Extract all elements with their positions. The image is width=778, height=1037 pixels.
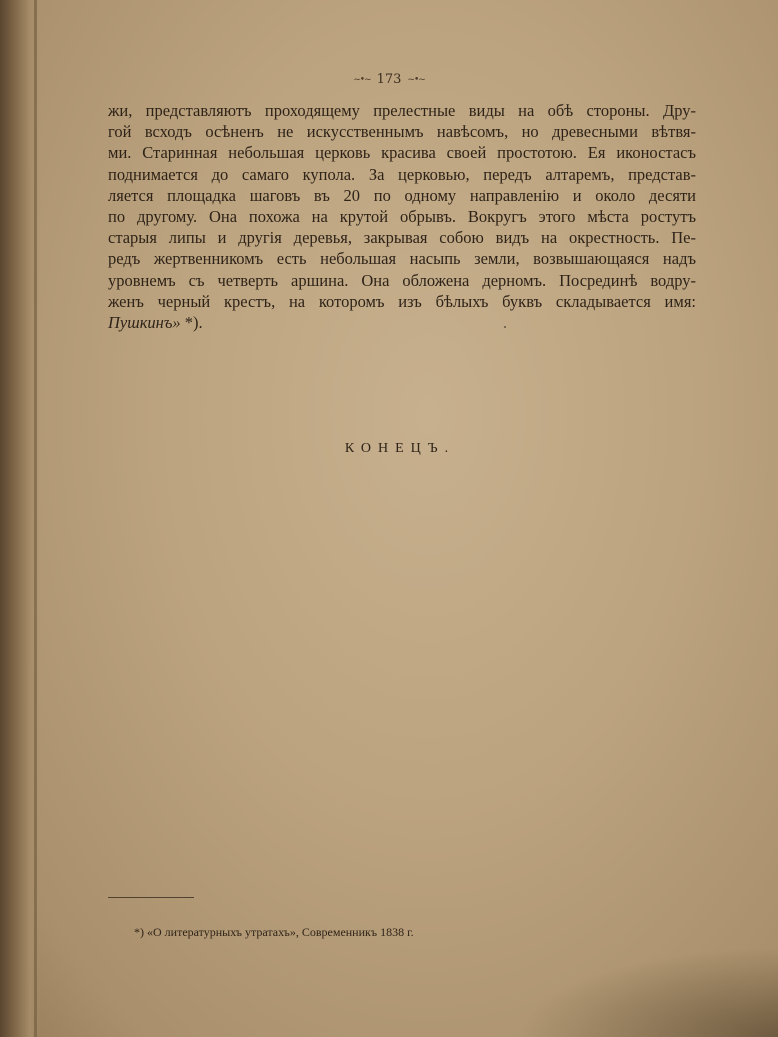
ink-speck	[504, 326, 506, 328]
text-line: жи, представляютъ проходящему прелестные виды на обѣ стороны. Дру-	[108, 101, 696, 120]
text-line: гой всходъ осѣненъ не искусственнымъ навѣсомъ, но древесными вѣтвя-	[108, 122, 696, 142]
page-number: 173	[376, 72, 402, 87]
text-line: женъ черный крестъ, на которомъ изъ бѣлыхъ буквъ складывается имя:	[108, 291, 696, 311]
text-line: ляется площадка шаговъ въ 20 по одному направленію и около десяти	[108, 185, 696, 205]
footnote-rule	[108, 897, 194, 898]
corner-shadow	[518, 947, 778, 1037]
body-paragraph	[108, 100, 696, 333]
end-word: КОНЕЦЪ.	[344, 441, 456, 456]
text-line: уровнемъ съ четверть аршина. Она обложена дерномъ. Посрединѣ водру-	[108, 270, 696, 290]
text-line-last	[108, 312, 696, 333]
header-ornament-right: ~•~	[407, 74, 425, 85]
footnote-marker: *).	[180, 312, 203, 332]
italic-name: Пушкинъ»	[108, 312, 181, 332]
text-line: старыя липы и другія деревья, закрывая собою видъ на окрестность. Пе-	[108, 228, 696, 248]
page-header	[0, 72, 778, 87]
header-ornament-left: ~•~	[353, 74, 371, 85]
footnote: *) «О литературныхъ утратахъ», Современникъ 1838 г.	[134, 925, 414, 939]
page-edge	[34, 0, 37, 1037]
text-line: по другому. Она похожа на крутой обрывъ. Вокругъ этого мѣста ростутъ	[108, 206, 696, 226]
text-line: редъ жертвенникомъ есть небольшая насыпь земли, возвышающаяся надъ	[108, 249, 696, 269]
text-line: ми. Старинная небольшая церковь красива своей простотою. Ея иконостасъ	[108, 143, 696, 163]
text-line: поднимается до самаго купола. За церковью, передъ алтаремъ, представ-	[108, 164, 696, 184]
